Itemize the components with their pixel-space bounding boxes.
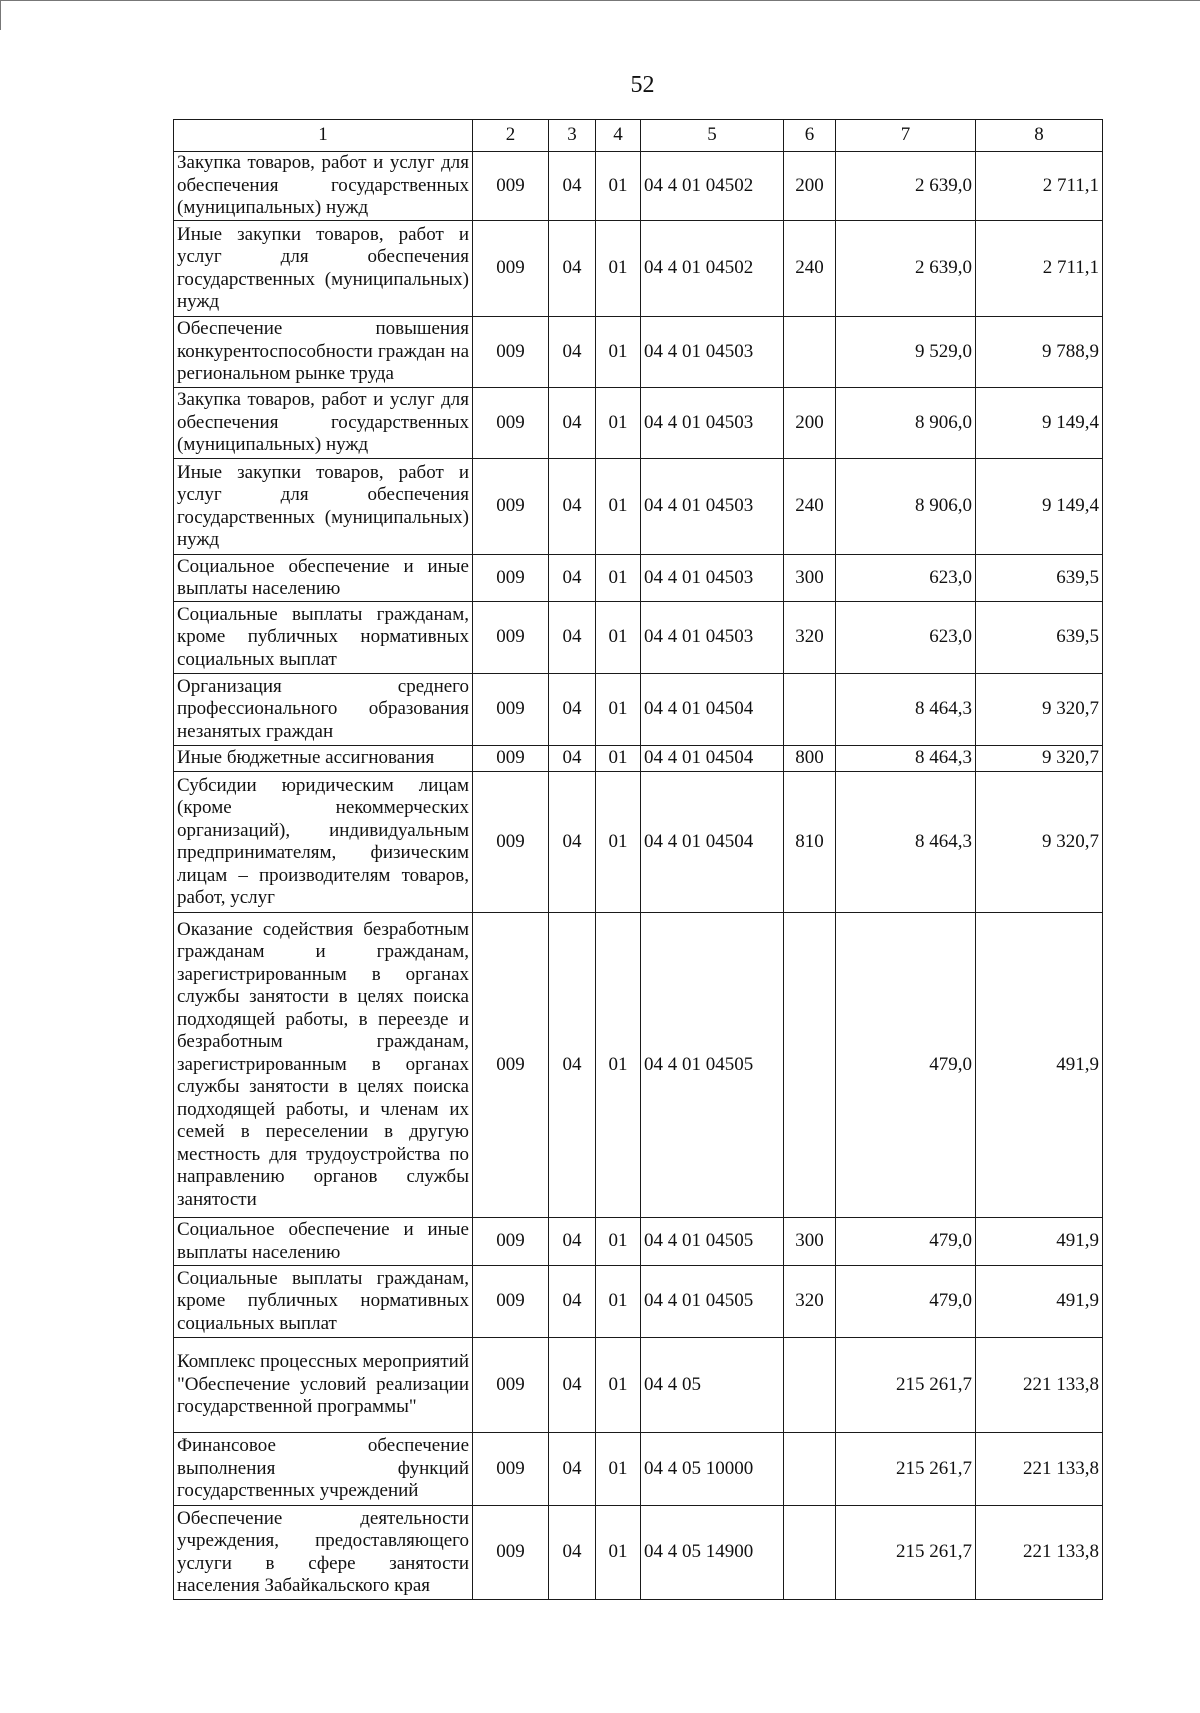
cell-target-article: 04 4 01 04503 xyxy=(641,459,784,555)
cell-ministry-code: 009 xyxy=(473,152,549,221)
cell-ministry-code: 009 xyxy=(473,1218,549,1266)
cell-section: 04 xyxy=(549,1506,596,1600)
cell-amount-year-2: 9 149,4 xyxy=(976,459,1103,555)
table-row xyxy=(174,1218,1103,1266)
row-description: Субсидии юридическим лицам (кроме некоммерческих организаций), индивидуальным предпринимателям, физическим лицам – производителям товаров, работ, услуг xyxy=(174,772,473,913)
cell-ministry-code: 009 xyxy=(473,746,549,772)
cell-expense-type: 200 xyxy=(784,388,836,459)
cell-expense-type: 200 xyxy=(784,152,836,221)
cell-expense-type: 240 xyxy=(784,459,836,555)
cell-expense-type: 300 xyxy=(784,1218,836,1266)
cell-expense-type xyxy=(784,317,836,388)
row-description: Социальные выплаты гражданам, кроме публичных нормативных социальных выплат xyxy=(174,1266,473,1338)
cell-amount-year-1: 215 261,7 xyxy=(836,1433,976,1506)
cell-target-article: 04 4 01 04502 xyxy=(641,152,784,221)
table-row xyxy=(174,152,1103,221)
table-row xyxy=(174,221,1103,317)
cell-ministry-code: 009 xyxy=(473,674,549,746)
table-row xyxy=(174,1433,1103,1506)
cell-amount-year-2: 2 711,1 xyxy=(976,221,1103,317)
cell-amount-year-2: 9 320,7 xyxy=(976,746,1103,772)
cell-section: 04 xyxy=(549,1433,596,1506)
cell-expense-type: 800 xyxy=(784,746,836,772)
table-row xyxy=(174,602,1103,674)
cell-section: 04 xyxy=(549,674,596,746)
cell-target-article: 04 4 01 04505 xyxy=(641,1218,784,1266)
cell-subsection: 01 xyxy=(596,152,641,221)
cell-amount-year-2: 221 133,8 xyxy=(976,1433,1103,1506)
col-header-3: 3 xyxy=(549,120,596,152)
cell-section: 04 xyxy=(549,602,596,674)
table-row xyxy=(174,317,1103,388)
cell-expense-type: 240 xyxy=(784,221,836,317)
cell-expense-type xyxy=(784,1433,836,1506)
cell-target-article: 04 4 01 04503 xyxy=(641,317,784,388)
cell-ministry-code: 009 xyxy=(473,1433,549,1506)
cell-target-article: 04 4 01 04504 xyxy=(641,674,784,746)
row-description: Иные бюджетные ассигнования xyxy=(174,746,473,772)
cell-subsection: 01 xyxy=(596,1506,641,1600)
cell-amount-year-2: 221 133,8 xyxy=(976,1338,1103,1433)
cell-subsection: 01 xyxy=(596,746,641,772)
cell-section: 04 xyxy=(549,772,596,913)
col-header-1: 1 xyxy=(174,120,473,152)
cell-amount-year-1: 479,0 xyxy=(836,1266,976,1338)
cell-section: 04 xyxy=(549,459,596,555)
cell-section: 04 xyxy=(549,1338,596,1433)
cell-amount-year-2: 9 320,7 xyxy=(976,674,1103,746)
row-description: Обеспечение повышения конкурентоспособности граждан на региональном рынке труда xyxy=(174,317,473,388)
cell-amount-year-2: 9 320,7 xyxy=(976,772,1103,913)
col-header-7: 7 xyxy=(836,120,976,152)
table-row xyxy=(174,913,1103,1218)
cell-expense-type: 320 xyxy=(784,602,836,674)
row-description: Комплекс процессных мероприятий "Обеспечение условий реализации государственной программы" xyxy=(174,1338,473,1433)
row-description: Социальные выплаты гражданам, кроме публичных нормативных социальных выплат xyxy=(174,602,473,674)
cell-amount-year-1: 479,0 xyxy=(836,1218,976,1266)
cell-ministry-code: 009 xyxy=(473,602,549,674)
cell-amount-year-1: 479,0 xyxy=(836,913,976,1218)
cell-amount-year-2: 9 788,9 xyxy=(976,317,1103,388)
cell-subsection: 01 xyxy=(596,388,641,459)
cell-expense-type xyxy=(784,1338,836,1433)
cell-section: 04 xyxy=(549,913,596,1218)
cell-subsection: 01 xyxy=(596,1266,641,1338)
cell-ministry-code: 009 xyxy=(473,459,549,555)
cell-section: 04 xyxy=(549,746,596,772)
cell-section: 04 xyxy=(549,152,596,221)
cell-subsection: 01 xyxy=(596,913,641,1218)
cell-section: 04 xyxy=(549,1218,596,1266)
cell-amount-year-2: 9 149,4 xyxy=(976,388,1103,459)
scan-edge-left xyxy=(0,0,1,30)
cell-subsection: 01 xyxy=(596,1433,641,1506)
cell-ministry-code: 009 xyxy=(473,317,549,388)
scan-edge-top xyxy=(0,0,1200,1)
cell-amount-year-1: 8 464,3 xyxy=(836,674,976,746)
table-row xyxy=(174,674,1103,746)
cell-amount-year-2: 639,5 xyxy=(976,602,1103,674)
cell-amount-year-1: 623,0 xyxy=(836,602,976,674)
col-header-4: 4 xyxy=(596,120,641,152)
row-description: Социальное обеспечение и иные выплаты населению xyxy=(174,555,473,602)
cell-amount-year-1: 2 639,0 xyxy=(836,152,976,221)
cell-subsection: 01 xyxy=(596,772,641,913)
cell-amount-year-2: 491,9 xyxy=(976,1218,1103,1266)
cell-ministry-code: 009 xyxy=(473,1338,549,1433)
cell-subsection: 01 xyxy=(596,555,641,602)
cell-ministry-code: 009 xyxy=(473,1266,549,1338)
row-description: Закупка товаров, работ и услуг для обеспечения государственных (муниципальных) нужд xyxy=(174,152,473,221)
cell-amount-year-2: 2 711,1 xyxy=(976,152,1103,221)
cell-subsection: 01 xyxy=(596,674,641,746)
header-row xyxy=(174,120,1103,152)
cell-amount-year-1: 623,0 xyxy=(836,555,976,602)
cell-subsection: 01 xyxy=(596,1338,641,1433)
cell-amount-year-1: 8 464,3 xyxy=(836,772,976,913)
col-header-8: 8 xyxy=(976,120,1103,152)
table-row xyxy=(174,1338,1103,1433)
cell-section: 04 xyxy=(549,221,596,317)
cell-target-article: 04 4 01 04503 xyxy=(641,388,784,459)
cell-expense-type: 300 xyxy=(784,555,836,602)
cell-subsection: 01 xyxy=(596,459,641,555)
cell-ministry-code: 009 xyxy=(473,913,549,1218)
row-description: Иные закупки товаров, работ и услуг для обеспечения государственных (муниципальных) нужд xyxy=(174,221,473,317)
cell-amount-year-1: 9 529,0 xyxy=(836,317,976,388)
cell-amount-year-1: 215 261,7 xyxy=(836,1338,976,1433)
col-header-5: 5 xyxy=(641,120,784,152)
cell-expense-type xyxy=(784,674,836,746)
cell-subsection: 01 xyxy=(596,317,641,388)
table-row xyxy=(174,746,1103,772)
cell-section: 04 xyxy=(549,388,596,459)
cell-target-article: 04 4 01 04502 xyxy=(641,221,784,317)
cell-subsection: 01 xyxy=(596,602,641,674)
col-header-2: 2 xyxy=(473,120,549,152)
row-description: Социальное обеспечение и иные выплаты населению xyxy=(174,1218,473,1266)
table-row xyxy=(174,772,1103,913)
row-description: Закупка товаров, работ и услуг для обеспечения государственных (муниципальных) нужд xyxy=(174,388,473,459)
table-row xyxy=(174,555,1103,602)
cell-amount-year-2: 491,9 xyxy=(976,1266,1103,1338)
cell-amount-year-2: 639,5 xyxy=(976,555,1103,602)
cell-ministry-code: 009 xyxy=(473,555,549,602)
cell-ministry-code: 009 xyxy=(473,388,549,459)
cell-subsection: 01 xyxy=(596,1218,641,1266)
row-description: Организация среднего профессионального образования незанятых граждан xyxy=(174,674,473,746)
cell-subsection: 01 xyxy=(596,221,641,317)
table-row xyxy=(174,1506,1103,1600)
table-body xyxy=(174,152,1103,1600)
row-description: Обеспечение деятельности учреждения, предоставляющего услуги в сфере занятости населения Забайкальского края xyxy=(174,1506,473,1600)
cell-amount-year-2: 491,9 xyxy=(976,913,1103,1218)
cell-expense-type: 320 xyxy=(784,1266,836,1338)
cell-amount-year-1: 8 464,3 xyxy=(836,746,976,772)
cell-section: 04 xyxy=(549,1266,596,1338)
cell-target-article: 04 4 01 04504 xyxy=(641,772,784,913)
table-row xyxy=(174,388,1103,459)
cell-target-article: 04 4 05 10000 xyxy=(641,1433,784,1506)
table-row xyxy=(174,1266,1103,1338)
cell-amount-year-1: 8 906,0 xyxy=(836,459,976,555)
cell-amount-year-1: 2 639,0 xyxy=(836,221,976,317)
cell-expense-type xyxy=(784,913,836,1218)
cell-target-article: 04 4 01 04504 xyxy=(641,746,784,772)
cell-target-article: 04 4 05 xyxy=(641,1338,784,1433)
cell-ministry-code: 009 xyxy=(473,221,549,317)
cell-ministry-code: 009 xyxy=(473,1506,549,1600)
cell-amount-year-2: 221 133,8 xyxy=(976,1506,1103,1600)
cell-expense-type xyxy=(784,1506,836,1600)
cell-target-article: 04 4 01 04503 xyxy=(641,555,784,602)
row-description: Финансовое обеспечение выполнения функций государственных учреждений xyxy=(174,1433,473,1506)
cell-section: 04 xyxy=(549,555,596,602)
cell-target-article: 04 4 01 04505 xyxy=(641,1266,784,1338)
budget-table xyxy=(173,119,1103,1600)
cell-amount-year-1: 8 906,0 xyxy=(836,388,976,459)
cell-amount-year-1: 215 261,7 xyxy=(836,1506,976,1600)
cell-target-article: 04 4 05 14900 xyxy=(641,1506,784,1600)
table-row xyxy=(174,459,1103,555)
cell-expense-type: 810 xyxy=(784,772,836,913)
cell-target-article: 04 4 01 04503 xyxy=(641,602,784,674)
col-header-6: 6 xyxy=(784,120,836,152)
row-description: Оказание содействия безработным гражданам и гражданам, зарегистрированным в органах службы занятости в целях поиска подходящей работы, в переезде и безработным гражданам, зарегистрированным в органах службы занятости в целях поиска подходящей работы, и членам их семей в переселении в другую местность для трудоустройства по направлению органов службы занятости xyxy=(174,913,473,1218)
cell-ministry-code: 009 xyxy=(473,772,549,913)
cell-section: 04 xyxy=(549,317,596,388)
page-number: 52 xyxy=(630,72,655,98)
row-description: Иные закупки товаров, работ и услуг для обеспечения государственных (муниципальных) нужд xyxy=(174,459,473,555)
cell-target-article: 04 4 01 04505 xyxy=(641,913,784,1218)
